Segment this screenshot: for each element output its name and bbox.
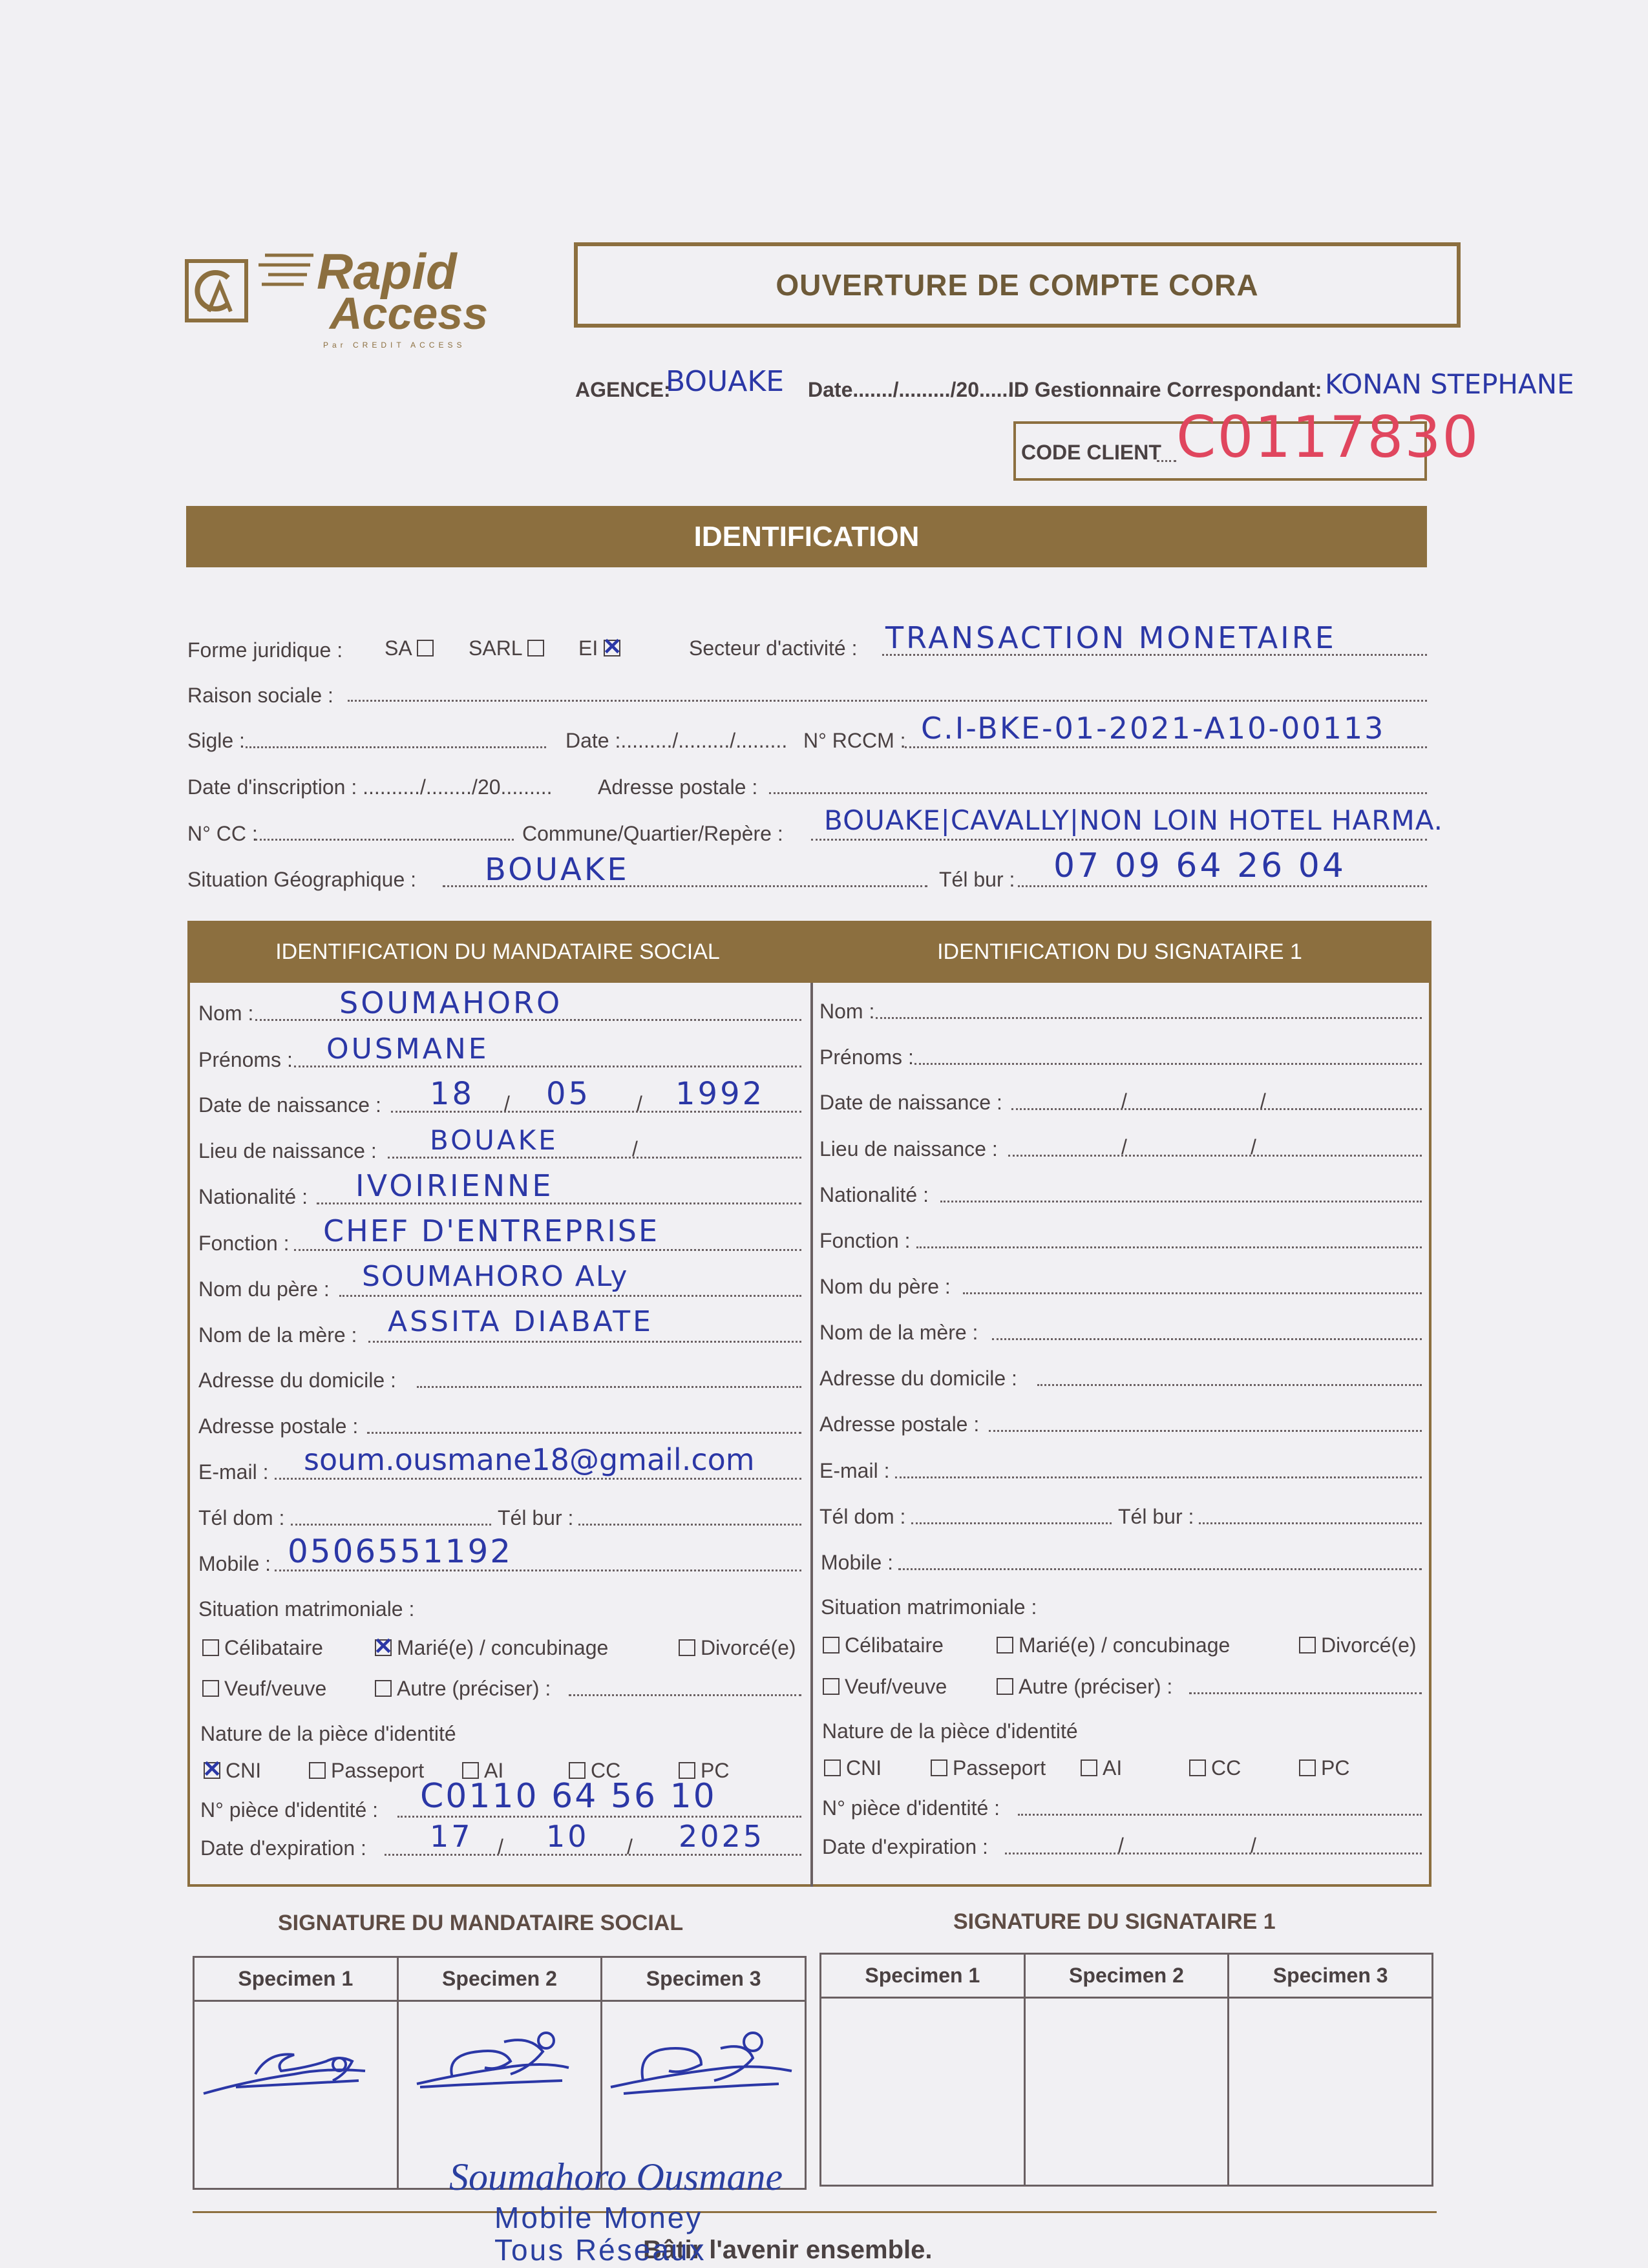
m-pere-label: Nom du père : bbox=[198, 1277, 330, 1301]
s-nationalite-label: Nationalité : bbox=[819, 1183, 929, 1206]
form-title-box bbox=[574, 242, 1461, 328]
m-marie-option[interactable]: ✕ Marié(e) / concubinage bbox=[375, 1636, 608, 1660]
m-pc-checkbox[interactable] bbox=[679, 1762, 695, 1779]
s-pere-input[interactable] bbox=[963, 1292, 1422, 1294]
m-nationalite-label: Nationalité : bbox=[198, 1185, 308, 1208]
s-telbur-label: Tél bur : bbox=[1118, 1505, 1194, 1528]
s-nom-label: Nom : bbox=[819, 1000, 875, 1023]
brand-tagline: Par CREDIT ACCESS bbox=[323, 341, 466, 350]
m-divorce-checkbox[interactable] bbox=[679, 1639, 695, 1656]
stamp-line2: Mobile Money bbox=[494, 2201, 703, 2234]
s-pc-checkbox[interactable] bbox=[1299, 1759, 1316, 1776]
s-cc-checkbox[interactable] bbox=[1189, 1759, 1206, 1776]
situation-label: Situation Géographique : bbox=[187, 868, 417, 891]
m-divorce-option[interactable]: Divorcé(e) bbox=[679, 1636, 796, 1660]
m-postale-label: Adresse postale : bbox=[198, 1414, 359, 1438]
commune-value[interactable]: BOUAKE|CAVALLY|NON LOIN HOTEL HARMA. bbox=[824, 804, 1444, 836]
signataire-specimen-2-header: Specimen 2 bbox=[1024, 1954, 1229, 1998]
s-passeport-checkbox[interactable] bbox=[931, 1759, 947, 1776]
code-client-label: CODE CLIENT bbox=[1021, 441, 1161, 464]
m-naissance-label: Date de naissance : bbox=[198, 1093, 381, 1117]
tel-bur-value[interactable]: 07 09 64 26 04 bbox=[1053, 846, 1346, 885]
m-pc-option[interactable]: PC bbox=[679, 1759, 729, 1783]
s-cni-checkbox[interactable] bbox=[824, 1759, 841, 1776]
s-ai-option[interactable]: AI bbox=[1081, 1756, 1122, 1780]
table-divider bbox=[810, 983, 813, 1887]
m-autre-checkbox[interactable] bbox=[375, 1680, 392, 1697]
s-autre-checkbox[interactable] bbox=[997, 1678, 1013, 1695]
m-prenoms-label: Prénoms : bbox=[198, 1048, 293, 1071]
s-domicile-input[interactable] bbox=[1037, 1384, 1422, 1386]
s-mere-input[interactable] bbox=[992, 1338, 1422, 1340]
m-celibataire-option[interactable]: Célibataire bbox=[202, 1636, 323, 1660]
s-npiece-label: N° pièce d'identité : bbox=[822, 1796, 1000, 1820]
raison-sociale-label: Raison sociale : bbox=[187, 684, 333, 707]
ncc-input[interactable] bbox=[255, 839, 514, 841]
inscription-label: Date d'inscription : ........../......../20......... bbox=[187, 775, 553, 799]
s-autre-option[interactable]: Autre (préciser) : bbox=[997, 1675, 1172, 1699]
s-teldom-label: Tél dom : bbox=[819, 1505, 906, 1528]
s-lieu-input[interactable] bbox=[1008, 1155, 1422, 1157]
m-ai-option[interactable]: AI bbox=[462, 1759, 503, 1783]
m-mobile-value[interactable]: 0506551192 bbox=[288, 1533, 513, 1570]
secteur-value[interactable]: TRANSACTION MONETAIRE bbox=[885, 620, 1336, 655]
s-divorce-checkbox[interactable] bbox=[1299, 1637, 1316, 1654]
agence-label: AGENCE: bbox=[575, 378, 671, 401]
signataire-specimen-2-box[interactable] bbox=[1024, 1998, 1229, 2186]
footer-slogan: Bâtir l'avenir ensemble. bbox=[643, 2236, 933, 2264]
stamp-line1: Soumahoro Ousmane bbox=[449, 2156, 783, 2198]
m-passeport-option[interactable]: Passeport bbox=[309, 1759, 424, 1783]
m-passeport-checkbox[interactable] bbox=[309, 1762, 326, 1779]
m-exp-annee[interactable]: 2025 bbox=[679, 1819, 765, 1854]
brand-name-line2: Access bbox=[330, 288, 489, 339]
signature-drawing-2 bbox=[407, 2022, 582, 2100]
s-telbur-input[interactable] bbox=[1199, 1522, 1422, 1524]
signature-signataire-heading: SIGNATURE DU SIGNATAIRE 1 bbox=[953, 1909, 1276, 1934]
m-cni-option[interactable]: ✕CNI bbox=[204, 1759, 261, 1783]
m-cc-option[interactable]: CC bbox=[569, 1759, 620, 1783]
signature-drawing-1 bbox=[197, 2035, 385, 2106]
m-telbur-input[interactable] bbox=[578, 1524, 801, 1526]
m-exp-jour[interactable]: 17 bbox=[430, 1819, 473, 1854]
s-mobile-label: Mobile : bbox=[821, 1551, 894, 1574]
m-nationalite-value[interactable]: IVOIRIENNE bbox=[355, 1168, 554, 1203]
s-ai-checkbox[interactable] bbox=[1081, 1759, 1097, 1776]
signataire-specimen-3-box[interactable] bbox=[1229, 1998, 1433, 2186]
m-email-label: E-mail : bbox=[198, 1460, 269, 1484]
s-pc-option[interactable]: PC bbox=[1299, 1756, 1349, 1780]
tel-bur-label: Tél bur : bbox=[939, 868, 1015, 891]
s-celibataire-option[interactable]: Célibataire bbox=[823, 1633, 944, 1657]
sigle-input[interactable] bbox=[246, 746, 546, 748]
stamp-line3: Tous Réseaux bbox=[494, 2233, 706, 2267]
sarl-checkbox[interactable] bbox=[527, 640, 544, 656]
m-npiece-label: N° pièce d'identité : bbox=[200, 1798, 379, 1822]
s-celibataire-checkbox[interactable] bbox=[823, 1637, 840, 1654]
s-expiration-label: Date d'expiration : bbox=[822, 1835, 988, 1858]
s-teldom-input[interactable] bbox=[911, 1522, 1112, 1524]
m-mobile-label: Mobile : bbox=[198, 1552, 271, 1575]
identification-heading: IDENTIFICATION bbox=[186, 506, 1427, 567]
ei-option[interactable]: EI ✕ bbox=[578, 636, 626, 660]
m-fonction-value[interactable]: CHEF D'ENTREPRISE bbox=[323, 1213, 660, 1248]
s-nationalite-input[interactable] bbox=[940, 1201, 1422, 1202]
forme-juridique-label: Forme juridique : bbox=[187, 638, 343, 662]
gestionnaire-label: ID Gestionnaire Correspondant: bbox=[1008, 378, 1322, 401]
m-lieu-label: Lieu de naissance : bbox=[198, 1139, 377, 1162]
rccm-label: N° RCCM : bbox=[803, 729, 906, 752]
date-label: Date......./........./20........ bbox=[808, 378, 1026, 401]
s-matrimoniale-label: Situation matrimoniale : bbox=[821, 1595, 1037, 1619]
logo bbox=[184, 243, 507, 352]
m-naissance-annee[interactable]: 1992 bbox=[675, 1076, 765, 1112]
s-expiration-input[interactable] bbox=[1005, 1853, 1422, 1854]
s-divorce-option[interactable]: Divorcé(e) bbox=[1299, 1633, 1417, 1657]
m-cc-checkbox[interactable] bbox=[569, 1762, 586, 1779]
sigle-label: Sigle : bbox=[187, 729, 245, 752]
s-npiece-input[interactable] bbox=[1018, 1814, 1422, 1816]
signataire-specimen-1-header: Specimen 1 bbox=[821, 1954, 1025, 1998]
m-postale-input[interactable] bbox=[367, 1432, 801, 1434]
sa-checkbox[interactable] bbox=[417, 640, 434, 656]
m-cni-checkbox[interactable] bbox=[204, 1762, 220, 1779]
m-mere-value[interactable]: ASSITA DIABATE bbox=[388, 1305, 653, 1338]
signataire-specimen-3-header: Specimen 3 bbox=[1229, 1954, 1433, 1998]
m-domicile-input[interactable] bbox=[417, 1386, 801, 1388]
raison-sociale-input[interactable] bbox=[348, 700, 1427, 702]
s-cni-option[interactable]: CNI bbox=[824, 1756, 882, 1780]
m-naissance-mois[interactable]: 05 bbox=[546, 1076, 591, 1112]
sarl-option[interactable]: SARL bbox=[469, 636, 549, 660]
m-veuf-checkbox[interactable] bbox=[202, 1680, 219, 1697]
s-marie-checkbox[interactable] bbox=[997, 1637, 1013, 1654]
sa-option[interactable]: SA bbox=[385, 636, 439, 660]
m-lieu-value[interactable]: BOUAKE bbox=[430, 1124, 558, 1156]
m-prenoms-value[interactable]: OUSMANE bbox=[326, 1033, 489, 1066]
s-fonction-label: Fonction : bbox=[819, 1229, 911, 1252]
s-mobile-input[interactable] bbox=[898, 1568, 1422, 1570]
footer-rule bbox=[193, 2211, 1437, 2213]
m-celibataire-checkbox[interactable] bbox=[202, 1639, 219, 1656]
m-veuf-option[interactable]: Veuf/veuve bbox=[202, 1677, 326, 1701]
m-domicile-label: Adresse du domicile : bbox=[198, 1369, 396, 1392]
s-postale-label: Adresse postale : bbox=[819, 1412, 980, 1436]
code-client-value[interactable]: C0117830 bbox=[1176, 404, 1480, 470]
m-nom-label: Nom : bbox=[198, 1002, 254, 1025]
s-email-input[interactable] bbox=[895, 1476, 1422, 1478]
m-nom-value[interactable]: SOUMAHORO bbox=[339, 985, 563, 1020]
date-field-label: Date :........./........./......... bbox=[565, 729, 788, 752]
ei-checkbox[interactable] bbox=[604, 640, 620, 656]
gestionnaire-value[interactable]: KONAN STEPHANE bbox=[1325, 368, 1574, 400]
s-autre-input[interactable] bbox=[1189, 1692, 1422, 1694]
s-prenoms-label: Prénoms : bbox=[819, 1045, 914, 1069]
m-ai-checkbox[interactable] bbox=[462, 1762, 479, 1779]
s-postale-input[interactable] bbox=[989, 1430, 1422, 1432]
commune-label: Commune/Quartier/Repère : bbox=[522, 822, 783, 845]
m-fonction-label: Fonction : bbox=[198, 1232, 290, 1255]
mandataire-heading: IDENTIFICATION DU MANDATAIRE SOCIAL bbox=[275, 939, 720, 964]
m-mere-label: Nom de la mère : bbox=[198, 1323, 357, 1347]
speed-lines-icon bbox=[259, 249, 317, 294]
m-naissance-jour[interactable]: 18 bbox=[430, 1076, 475, 1112]
secteur-label: Secteur d'activité : bbox=[689, 636, 858, 660]
logo-mark-icon bbox=[184, 258, 249, 323]
adresse-postale-input[interactable] bbox=[769, 792, 1427, 794]
signature-drawing-3 bbox=[604, 2022, 798, 2106]
s-veuf-checkbox[interactable] bbox=[823, 1678, 840, 1695]
form-title: OUVERTURE DE COMPTE CORA bbox=[776, 268, 1259, 302]
s-lieu-label: Lieu de naissance : bbox=[819, 1137, 998, 1160]
m-matrimoniale-label: Situation matrimoniale : bbox=[198, 1597, 415, 1621]
m-piece-label: Nature de la pièce d'identité bbox=[200, 1722, 456, 1745]
m-teldom-input[interactable] bbox=[291, 1524, 491, 1526]
situation-value[interactable]: BOUAKE bbox=[485, 852, 629, 888]
signataire-specimen-table bbox=[819, 1953, 1433, 2187]
m-telbur-label: Tél bur : bbox=[498, 1506, 574, 1529]
s-pere-label: Nom du père : bbox=[819, 1275, 951, 1298]
s-email-label: E-mail : bbox=[819, 1459, 890, 1482]
s-fonction-input[interactable] bbox=[916, 1246, 1422, 1248]
signature-mandataire-heading: SIGNATURE DU MANDATAIRE SOCIAL bbox=[278, 1911, 684, 1935]
m-pere-value[interactable]: SOUMAHORO ALy bbox=[362, 1260, 629, 1293]
rccm-value[interactable]: C.I-BKE-01-2021-A10-00113 bbox=[921, 711, 1386, 746]
s-cc-option[interactable]: CC bbox=[1189, 1756, 1241, 1780]
agence-value[interactable]: BOUAKE bbox=[666, 365, 785, 398]
s-nom-input[interactable] bbox=[876, 1017, 1422, 1019]
s-naissance-label: Date de naissance : bbox=[819, 1091, 1002, 1114]
m-marie-checkbox[interactable] bbox=[375, 1639, 392, 1656]
s-prenoms-input[interactable] bbox=[914, 1063, 1422, 1065]
brand-name-line1: Rapid bbox=[317, 243, 457, 300]
s-marie-option[interactable]: Marié(e) / concubinage bbox=[997, 1633, 1230, 1657]
m-exp-mois[interactable]: 10 bbox=[546, 1819, 589, 1854]
s-veuf-option[interactable]: Veuf/veuve bbox=[823, 1675, 947, 1699]
signataire-specimen-1-box[interactable] bbox=[821, 1998, 1025, 2186]
m-npiece-value[interactable]: C0110 64 56 10 bbox=[420, 1777, 717, 1816]
s-passeport-option[interactable]: Passeport bbox=[931, 1756, 1046, 1780]
m-autre-option[interactable]: Autre (préciser) : bbox=[375, 1677, 551, 1701]
m-email-value[interactable]: soum.ousmane18@gmail.com bbox=[304, 1442, 755, 1477]
ncc-label: N° CC : bbox=[187, 822, 258, 845]
mandataire-specimen-3-header: Specimen 3 bbox=[602, 1957, 806, 2001]
s-naissance-input[interactable] bbox=[1011, 1108, 1422, 1110]
m-teldom-label: Tél dom : bbox=[198, 1506, 285, 1529]
s-piece-label: Nature de la pièce d'identité bbox=[822, 1719, 1078, 1743]
s-domicile-label: Adresse du domicile : bbox=[819, 1367, 1017, 1390]
signataire-heading: IDENTIFICATION DU SIGNATAIRE 1 bbox=[937, 939, 1302, 964]
mandataire-specimen-1-header: Specimen 1 bbox=[194, 1957, 398, 2001]
mandataire-specimen-2-header: Specimen 2 bbox=[397, 1957, 602, 2001]
m-expiration-label: Date d'expiration : bbox=[200, 1836, 366, 1860]
m-autre-input[interactable] bbox=[569, 1694, 801, 1696]
adresse-postale-label: Adresse postale : bbox=[598, 775, 758, 799]
s-mere-label: Nom de la mère : bbox=[819, 1321, 978, 1344]
